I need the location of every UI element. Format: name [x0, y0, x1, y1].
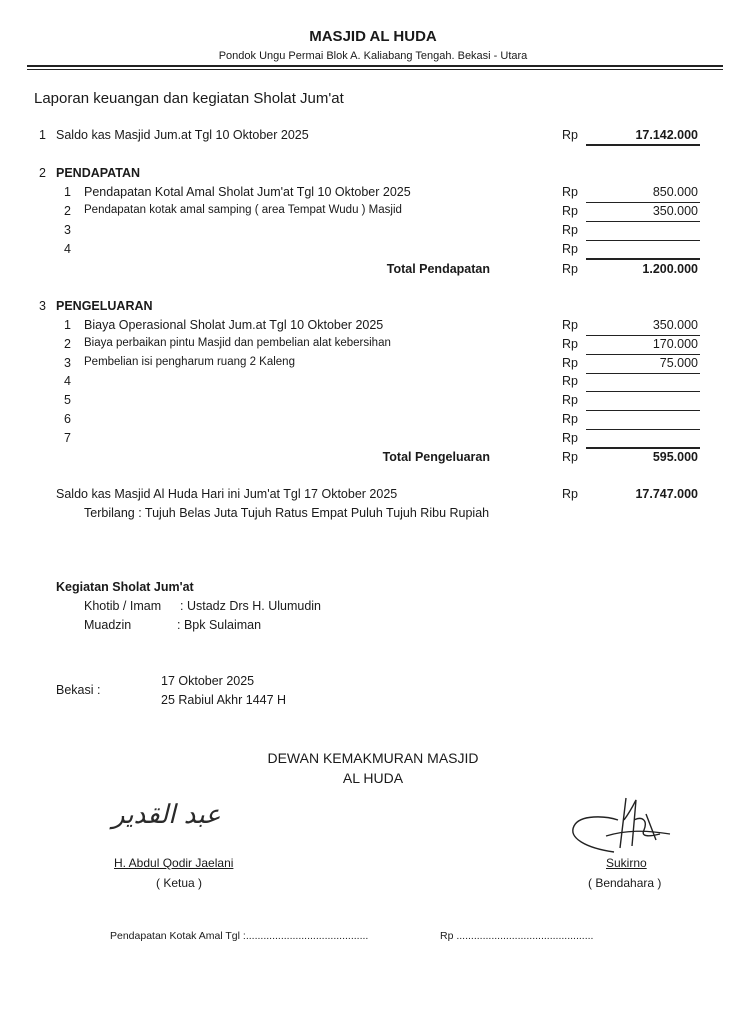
item-description: Pendapatan kotak amal samping ( area Tempat Wudu ) Masjid [84, 204, 402, 216]
currency-label: Rp [562, 487, 578, 501]
place-label: Bekasi : [56, 683, 101, 697]
total-pendapatan-row [0, 262, 746, 280]
total-pengeluaran-label: Total Pengeluaran [382, 450, 490, 464]
muadzin-label: Muadzin [84, 618, 132, 632]
ketua-signature: عبد القدير [112, 800, 221, 830]
date-masehi: 17 Oktober 2025 [161, 674, 255, 688]
bendahara-name: Sukirno [606, 856, 647, 870]
amount-underline [586, 144, 700, 146]
dewan-line-1: DEWAN KEMAKMURAN MASJID [267, 750, 479, 766]
khotib-label: Khotib / Imam [84, 599, 162, 613]
item-number: 5 [64, 393, 71, 407]
item-description: Pendapatan Kotal Amal Sholat Jum'at Tgl 10 Oktober 2025 [84, 185, 411, 199]
item-number: 3 [64, 223, 71, 237]
item-amount: 75.000 [659, 356, 698, 370]
pendapatan-title: PENDAPATAN [56, 166, 141, 180]
header-rule-thin [27, 69, 723, 70]
saldo-akhir-amount: 17.747.000 [635, 487, 698, 501]
bendahara-role: ( Bendahara ) [588, 876, 662, 890]
amount-underline [586, 221, 700, 222]
currency-label: Rp [562, 412, 578, 426]
currency-label: Rp [562, 242, 578, 256]
section-number: 3 [39, 299, 46, 313]
item-number: 4 [64, 374, 71, 388]
item-number: 4 [64, 242, 71, 256]
currency-label: Rp [562, 262, 578, 276]
currency-label: Rp [562, 204, 578, 218]
bendahara-signature [566, 790, 686, 860]
muadzin-value: : Bpk Sulaiman [177, 618, 262, 632]
pengeluaran-item [0, 412, 746, 430]
header-rule-thick [27, 65, 723, 67]
item-amount: 350.000 [652, 318, 698, 332]
kegiatan-title: Kegiatan Sholat Jum'at [56, 580, 194, 594]
item-number: 2 [64, 204, 71, 218]
amount-underline [586, 335, 700, 336]
currency-label: Rp [562, 431, 578, 445]
saldo-akhir-label: Saldo kas Masjid Al Huda Hari ini Jum'at Tgl 17 Oktober 2025 [56, 487, 398, 501]
item-amount: 850.000 [652, 185, 698, 199]
pengeluaran-item [0, 393, 746, 411]
saldo-awal-label: Saldo kas Masjid Jum.at Tgl 10 Oktober 2025 [56, 128, 309, 142]
currency-label: Rp [562, 223, 578, 237]
item-number: 6 [64, 412, 71, 426]
pengeluaran-header [0, 299, 746, 317]
khotib-value: : Ustadz Drs H. Ulumudin [180, 599, 322, 613]
pengeluaran-title: PENGELUARAN [56, 299, 153, 313]
pengeluaran-item [0, 374, 746, 392]
item-number: 7 [64, 431, 71, 445]
pendapatan-item [0, 223, 746, 241]
saldo-awal-row [0, 128, 746, 146]
currency-label: Rp [562, 128, 578, 142]
currency-label: Rp [562, 450, 578, 464]
saldo-akhir-row [0, 487, 746, 505]
total-pendapatan-amount: 1.200.000 [642, 262, 698, 276]
amount-underline [586, 258, 700, 260]
currency-label: Rp [562, 374, 578, 388]
item-description: Biaya Operasional Sholat Jum.at Tgl 10 Oktober 2025 [84, 318, 384, 332]
currency-label: Rp [562, 337, 578, 351]
total-pengeluaran-row [0, 450, 746, 468]
currency-label: Rp [562, 185, 578, 199]
report-title: Laporan keuangan dan kegiatan Sholat Jum'at [34, 90, 344, 107]
section-number: 1 [39, 128, 46, 142]
footer-amal-label: Pendapatan Kotak Amal Tgl :.......................................... [110, 930, 369, 942]
pengeluaran-item [0, 356, 746, 374]
currency-label: Rp [562, 393, 578, 407]
amount-underline [586, 410, 700, 411]
item-description: Pembelian isi pengharum ruang 2 Kaleng [84, 356, 295, 368]
pengeluaran-item [0, 431, 746, 449]
item-number: 1 [64, 185, 71, 199]
pendapatan-item [0, 242, 746, 260]
date-hijri: 25 Rabiul Akhr 1447 H [161, 693, 287, 707]
amount-underline [586, 240, 700, 241]
item-number: 1 [64, 318, 71, 332]
total-pendapatan-label: Total Pendapatan [386, 262, 490, 276]
amount-underline [586, 391, 700, 392]
item-description: Biaya perbaikan pintu Masjid dan pembelian alat kebersihan [84, 337, 391, 349]
saldo-awal-amount: 17.142.000 [635, 128, 698, 142]
item-number: 3 [64, 356, 71, 370]
amount-underline [586, 429, 700, 430]
total-pengeluaran-amount: 595.000 [652, 450, 698, 464]
pendapatan-item [0, 204, 746, 222]
ketua-role: ( Ketua ) [156, 876, 203, 890]
currency-label: Rp [562, 356, 578, 370]
terbilang-text: Terbilang : Tujuh Belas Juta Tujuh Ratus Empat Puluh Tujuh Ribu Rupiah [84, 506, 490, 520]
mosque-name: MASJID AL HUDA [309, 28, 437, 45]
mosque-address: Pondok Ungu Permai Blok A. Kaliabang Tengah. Bekasi - Utara [218, 50, 528, 62]
item-amount: 170.000 [652, 337, 698, 351]
pendapatan-item [0, 185, 746, 203]
pendapatan-header [0, 166, 746, 184]
pengeluaran-item [0, 318, 746, 336]
item-number: 2 [64, 337, 71, 351]
section-number: 2 [39, 166, 46, 180]
ketua-name: H. Abdul Qodir Jaelani [114, 856, 234, 870]
amount-underline [586, 202, 700, 203]
footer-rp: Rp ............................................... [440, 930, 594, 942]
item-amount: 350.000 [652, 204, 698, 218]
pengeluaran-item [0, 337, 746, 355]
dewan-line-2: AL HUDA [342, 770, 404, 786]
amount-underline [586, 354, 700, 355]
currency-label: Rp [562, 318, 578, 332]
amount-underline [586, 447, 700, 449]
